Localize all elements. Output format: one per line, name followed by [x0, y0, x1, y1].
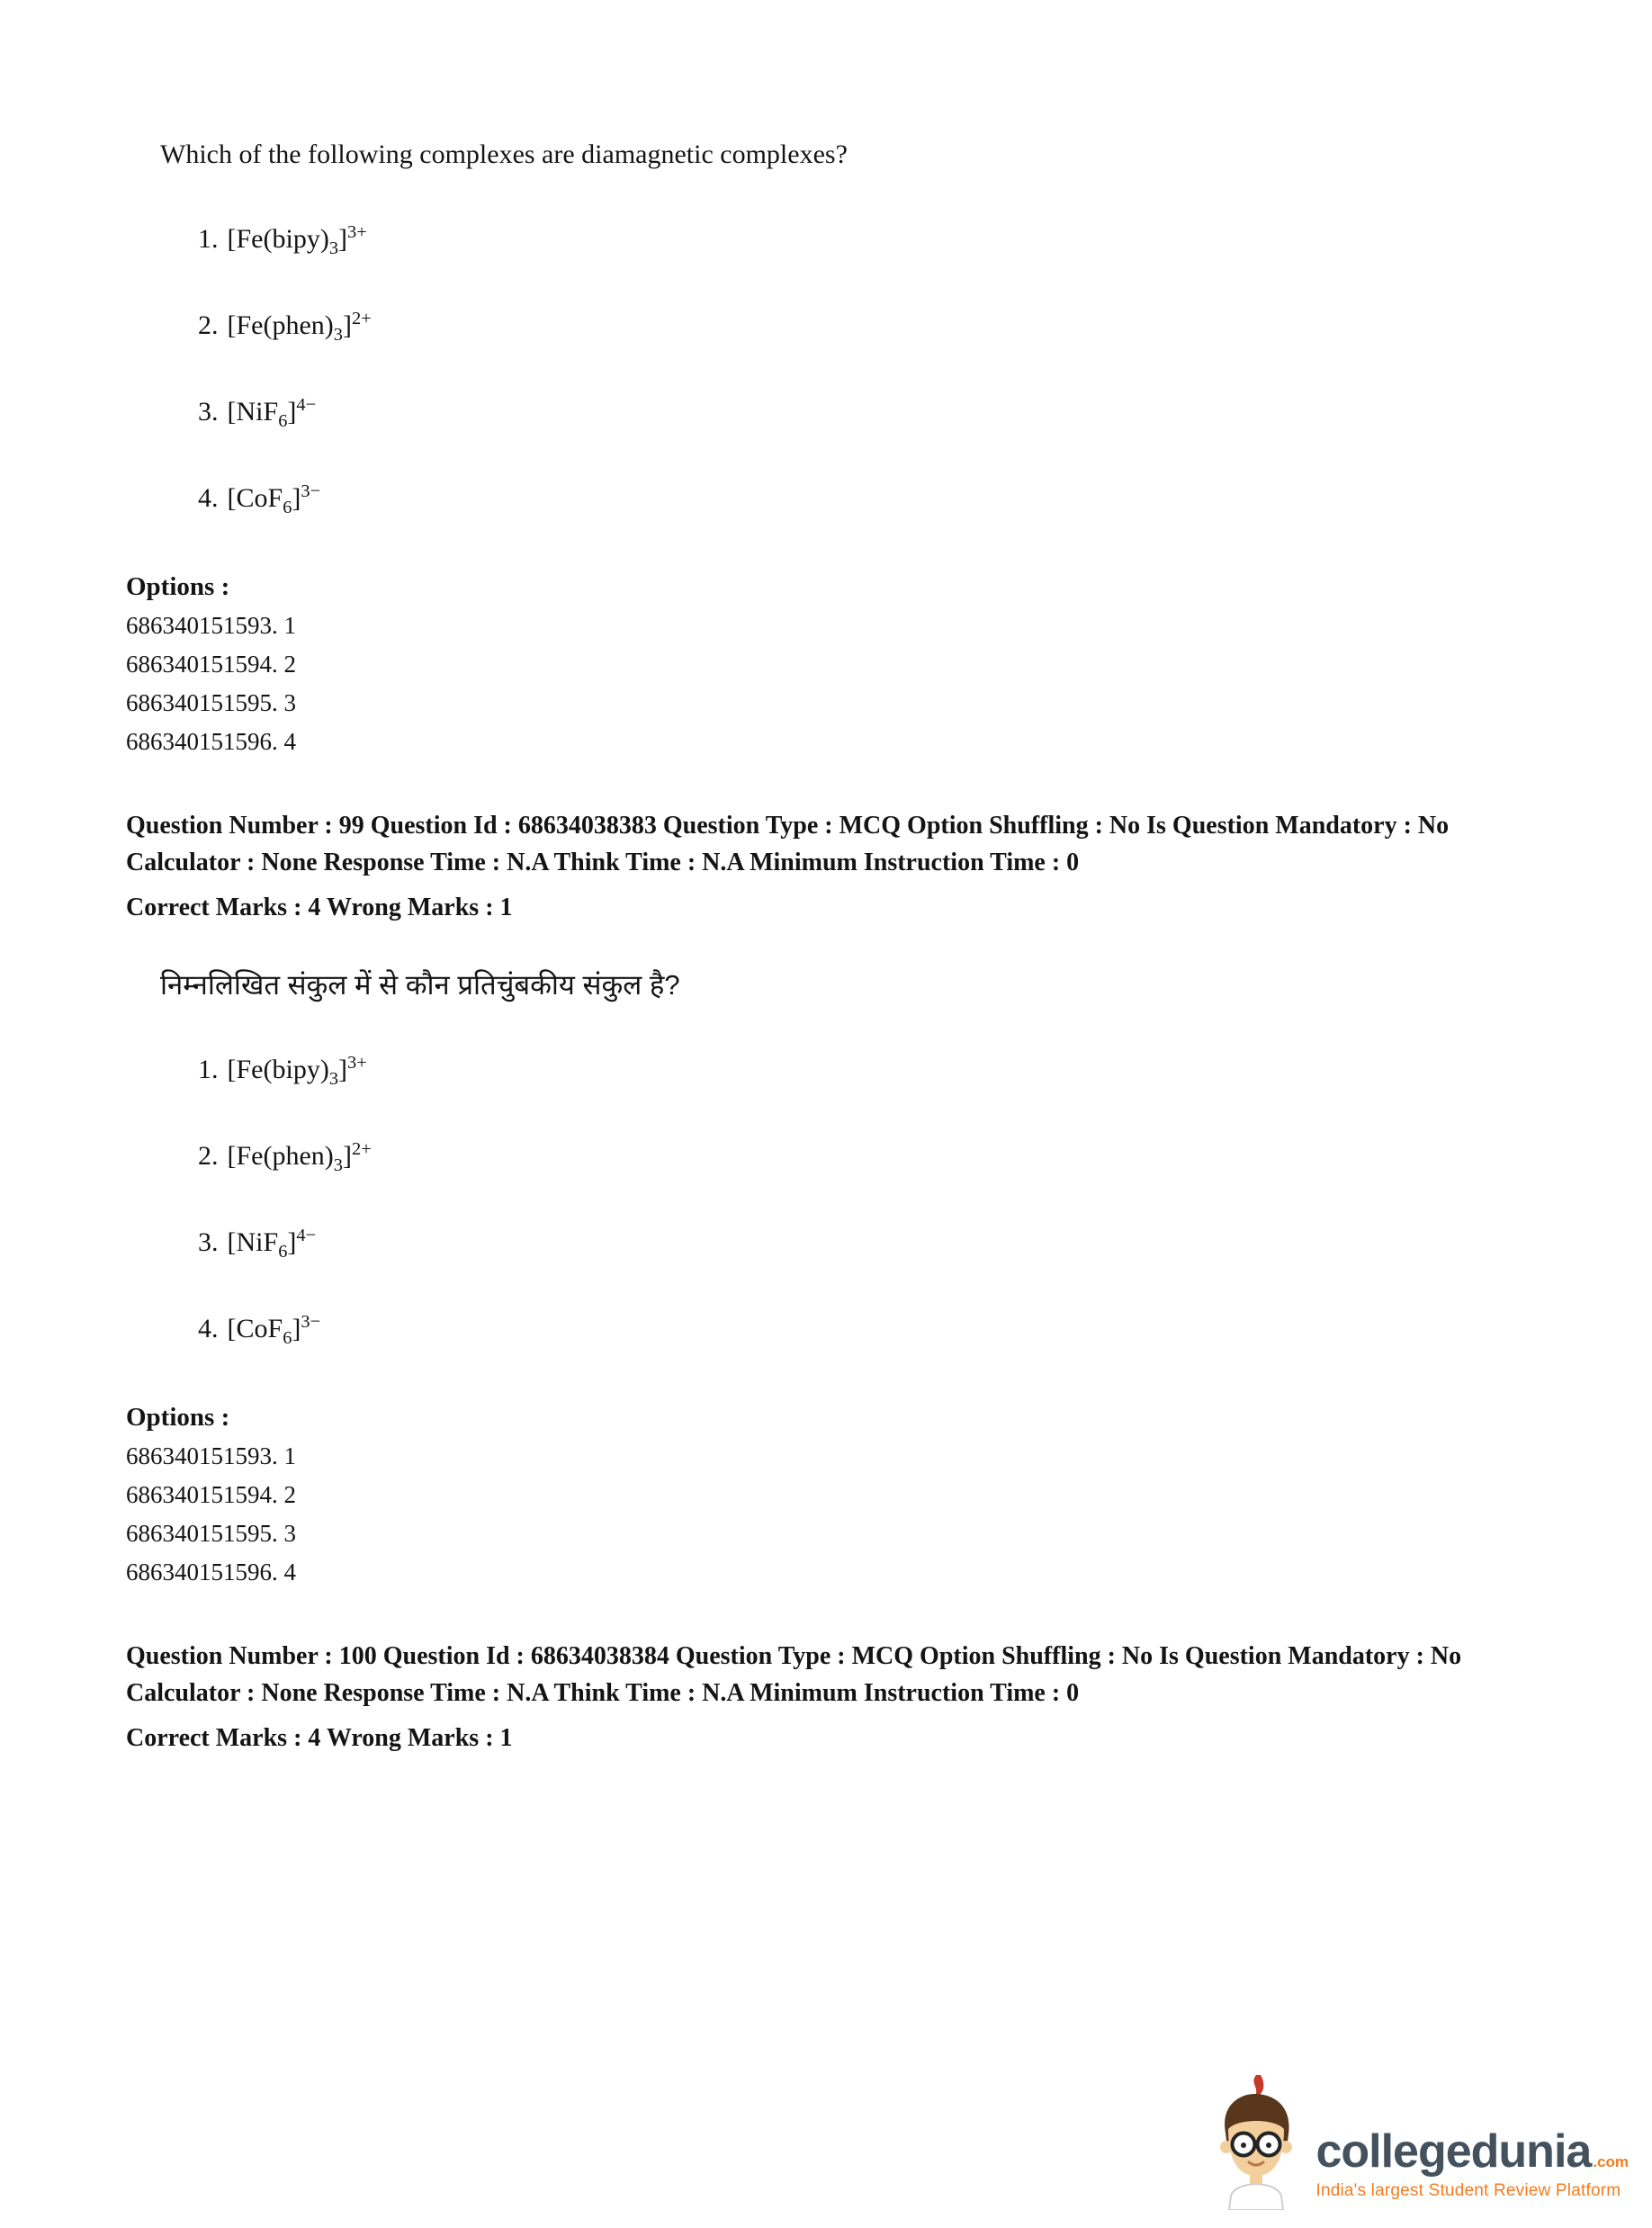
choices-english	[198, 221, 1544, 517]
formula-subscript: 6	[278, 411, 288, 431]
choice-1	[198, 221, 1544, 257]
chemical-formula	[227, 1312, 321, 1348]
formula-text: [Fe(bipy)	[227, 1055, 329, 1084]
choice-4	[198, 481, 1544, 517]
choice-number: 2.	[198, 310, 219, 340]
options-list-hindi	[126, 1437, 1544, 1592]
formula-superscript: 3−	[301, 1312, 321, 1332]
choice-number: 1.	[198, 224, 219, 254]
formula-bracket: ]	[343, 1141, 352, 1171]
formula-text: [NiF	[227, 397, 279, 427]
formula-superscript: 4−	[296, 1226, 317, 1245]
brand-name: collegedunia	[1315, 2125, 1592, 2178]
choice-2	[198, 1138, 1544, 1174]
choice-number: 2.	[198, 1141, 219, 1171]
option-id: 686340151594. 2	[126, 1481, 296, 1508]
option-id: 686340151593. 1	[126, 612, 296, 639]
question-99-marks: Correct Marks : 4 Wrong Marks : 1	[126, 894, 513, 921]
brand-tagline: India's largest Student Review Platform	[1315, 2181, 1621, 2200]
question-100-metadata: Question Number : 100 Question Id : 68634038384 Question Type : MCQ Option Shuffling : No Is Question Mandatory : No Calculator : None Response Time : N.A Think Time : N.A Minimum Instruction Time : 0	[126, 1642, 1462, 1707]
brand-row	[1315, 2125, 1629, 2179]
formula-text: [CoF	[227, 483, 283, 513]
formula-subscript: 3	[333, 325, 343, 345]
chemical-formula	[227, 395, 317, 431]
logo-text-block	[1315, 2125, 1629, 2210]
formula-superscript: 3+	[347, 222, 367, 242]
choice-number: 1.	[198, 1055, 219, 1084]
chemical-formula	[227, 481, 321, 517]
formula-bracket: ]	[343, 310, 352, 340]
choice-number: 4.	[198, 1314, 219, 1343]
option-id: 686340151596. 4	[126, 1559, 296, 1586]
options-heading: Options :	[126, 1403, 230, 1432]
formula-subscript: 3	[328, 238, 339, 258]
choice-4	[198, 1311, 1544, 1347]
student-mascot-icon	[1209, 2075, 1303, 2210]
choice-3	[198, 1225, 1544, 1261]
formula-bracket: ]	[292, 1314, 301, 1343]
formula-superscript: 2+	[352, 309, 372, 328]
formula-bracket: ]	[287, 397, 297, 427]
option-id: 686340151594. 2	[126, 651, 296, 678]
formula-subscript: 3	[333, 1155, 343, 1175]
formula-subscript: 6	[283, 1328, 292, 1348]
choice-2	[198, 308, 1544, 344]
option-id: 686340151595. 3	[126, 1520, 296, 1547]
formula-text: [CoF	[227, 1314, 283, 1343]
choice-3	[198, 394, 1544, 430]
chemical-formula	[227, 222, 367, 258]
option-id: 686340151593. 1	[126, 1442, 296, 1469]
chemical-formula	[227, 309, 372, 345]
formula-text: [Fe(phen)	[227, 1141, 334, 1171]
chemical-formula	[227, 1053, 367, 1089]
option-id: 686340151596. 4	[126, 728, 296, 755]
brand-tld: .com	[1593, 2153, 1629, 2170]
options-heading: Options :	[126, 572, 230, 601]
choice-1	[198, 1052, 1544, 1088]
chemical-formula	[227, 1226, 317, 1262]
formula-text: [Fe(phen)	[227, 310, 334, 340]
options-list-english	[126, 606, 1544, 761]
formula-superscript: 3−	[301, 481, 321, 501]
choice-number: 4.	[198, 483, 219, 513]
formula-superscript: 3+	[347, 1053, 367, 1073]
formula-bracket: ]	[287, 1227, 297, 1257]
option-id: 686340151595. 3	[126, 689, 296, 716]
question-100-marks: Correct Marks : 4 Wrong Marks : 1	[126, 1724, 513, 1752]
formula-bracket: ]	[338, 224, 348, 254]
formula-bracket: ]	[338, 1055, 348, 1084]
formula-text: [NiF	[227, 1227, 279, 1257]
collegedunia-logo	[1209, 2075, 1629, 2210]
formula-superscript: 4−	[296, 395, 317, 415]
formula-text: [Fe(bipy)	[227, 224, 329, 254]
formula-subscript: 6	[283, 498, 292, 517]
formula-subscript: 3	[328, 1069, 339, 1089]
choice-number: 3.	[198, 397, 219, 427]
chemical-formula	[227, 1139, 372, 1175]
question-99-metadata: Question Number : 99 Question Id : 68634038383 Question Type : MCQ Option Shuffling : No Is Question Mandatory : No Calculator : None Response Time : N.A Think Time : N.A Minimum Instruction Time : 0	[126, 812, 1450, 876]
question-text-hindi: निम्नलिखित संकुल में से कौन प्रतिचुंबकीय संकुल है?	[160, 969, 680, 1001]
formula-bracket: ]	[292, 483, 301, 513]
choices-hindi	[198, 1052, 1544, 1347]
choice-number: 3.	[198, 1227, 219, 1257]
formula-superscript: 2+	[352, 1139, 372, 1159]
question-text-english: Which of the following complexes are diamagnetic complexes?	[160, 139, 848, 169]
formula-subscript: 6	[278, 1242, 288, 1262]
